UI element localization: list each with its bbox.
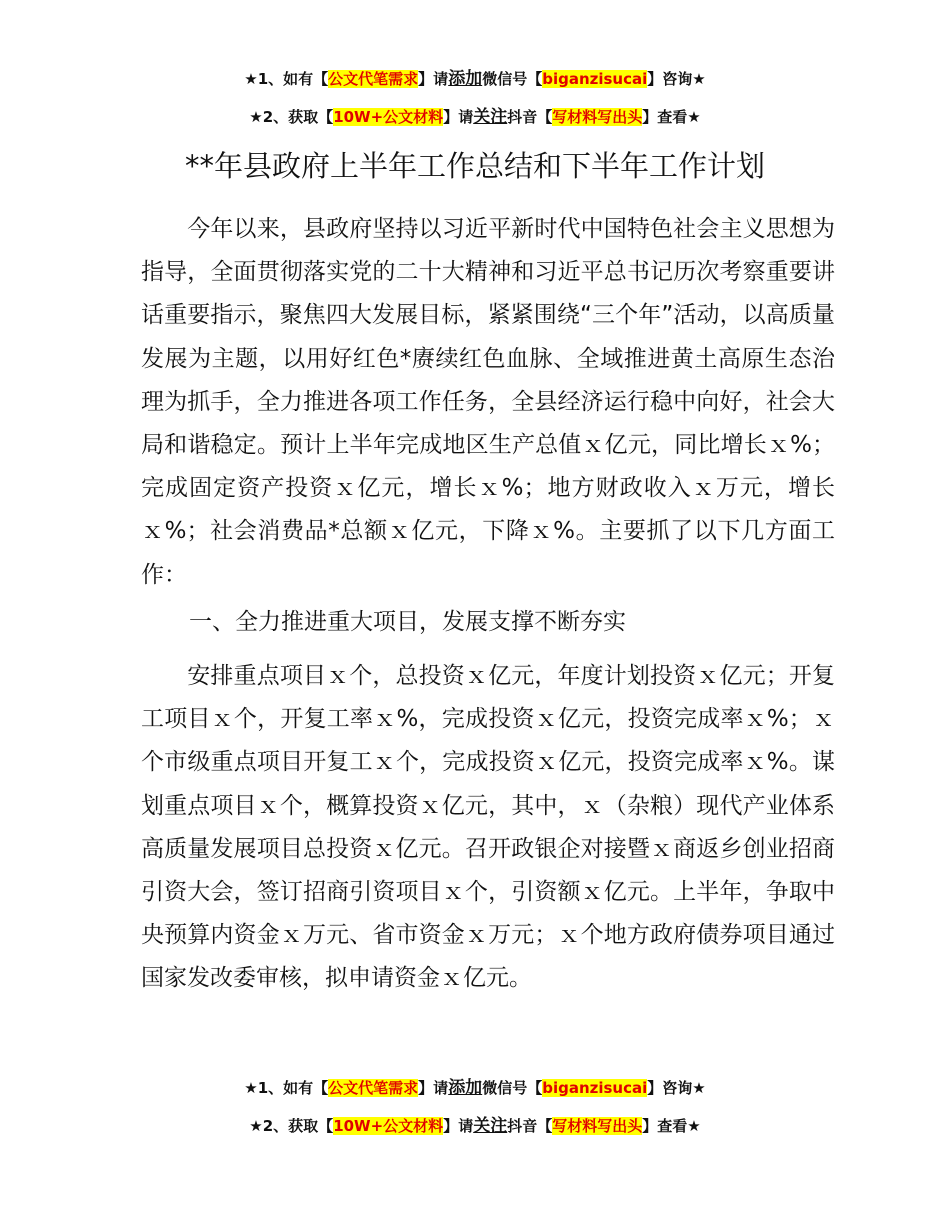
promo-highlight: 10W+公文材料 [333,1117,444,1135]
promo-text: 】查看★ [642,1117,701,1135]
promo-text: 抖音【 [507,1117,553,1135]
promo-text: 】请 [443,108,474,126]
promo-text: 】请 [443,1117,474,1135]
promo-highlight: 公文代笔需求 [328,1079,419,1097]
promo-text: 微信号【 [482,1079,543,1097]
promo-line-1-bottom [0,1077,950,1099]
promo-text: 】咨询★ [647,1079,706,1097]
promo-highlight: 10W+公文材料 [333,108,444,126]
promo-line-2-top [0,106,950,128]
promo-line-1-top [0,68,950,90]
paragraph-intro: 今年以来，县政府坚持以习近平新时代中国特色社会主义思想为指导，全面贯彻落实党的二十大精神和习近平总书记历次考察重要讲话重要指示，聚焦四大发展目标，紧紧围绕“三个年”活动，以高质量发展为主题，以用好红色*赓续红色血脉、全域推进黄土高原生态治理为抓手，全力推进各项工作任务，全县经济运行稳中向好，社会大局和谐稳定。预计上半年完成地区生产总值ｘ亿元，同比增长ｘ%；完成固定资产投资ｘ亿元，增长ｘ%；地方财政收入ｘ万元，增长ｘ%；社会消费品*总额ｘ亿元，下降ｘ%。主要抓了以下几方面工作： [141,216,835,588]
promo-underline: 关注 [473,107,508,127]
promo-text: 】请 [418,1079,449,1097]
section-heading-1: 一、全力推进重大项目，发展支撑不断夯实 [189,609,626,635]
promo-text: ★2、获取【 [249,108,334,126]
promo-text: ★1、如有【 [244,70,329,88]
promo-highlight-wechat: biganzisucai [542,1079,648,1097]
promo-text: 】咨询★ [647,70,706,88]
promo-text: ★1、如有【 [244,1079,329,1097]
promo-underline: 关注 [473,1116,508,1136]
paragraph-projects: 安排重点项目ｘ个，总投资ｘ亿元，年度计划投资ｘ亿元；开复工项目ｘ个，开复工率ｘ%，完成投资ｘ亿元，投资完成率ｘ%；ｘ个市级重点项目开复工ｘ个，完成投资ｘ亿元，投资完成率ｘ%。谋划重点项目ｘ个，概算投资ｘ亿元，其中，ｘ（杂粮）现代产业体系高质量发展项目总投资ｘ亿元。召开政银企对接暨ｘ商返乡创业招商引资大会，签订招商引资项目ｘ个，引资额ｘ亿元。上半年，争取中央预算内资金ｘ万元、省市资金ｘ万元；ｘ个地方政府债券项目通过国家发改委审核，拟申请资金ｘ亿元。 [141,663,836,992]
promo-text: 微信号【 [482,70,543,88]
promo-text: 】请 [418,70,449,88]
promo-underline: 添加 [448,69,483,89]
promo-text: ★2、获取【 [249,1117,334,1135]
promo-underline: 添加 [448,1078,483,1098]
promo-highlight-douyin: 写材料写出头 [552,1117,643,1135]
promo-highlight-wechat: biganzisucai [542,70,648,88]
promo-text: 】查看★ [642,108,701,126]
document-title: **年县政府上半年工作总结和下半年工作计划 [184,149,765,183]
promo-highlight: 公文代笔需求 [328,70,419,88]
promo-text: 抖音【 [507,108,553,126]
promo-line-2-bottom [0,1115,950,1137]
promo-highlight-douyin: 写材料写出头 [552,108,643,126]
